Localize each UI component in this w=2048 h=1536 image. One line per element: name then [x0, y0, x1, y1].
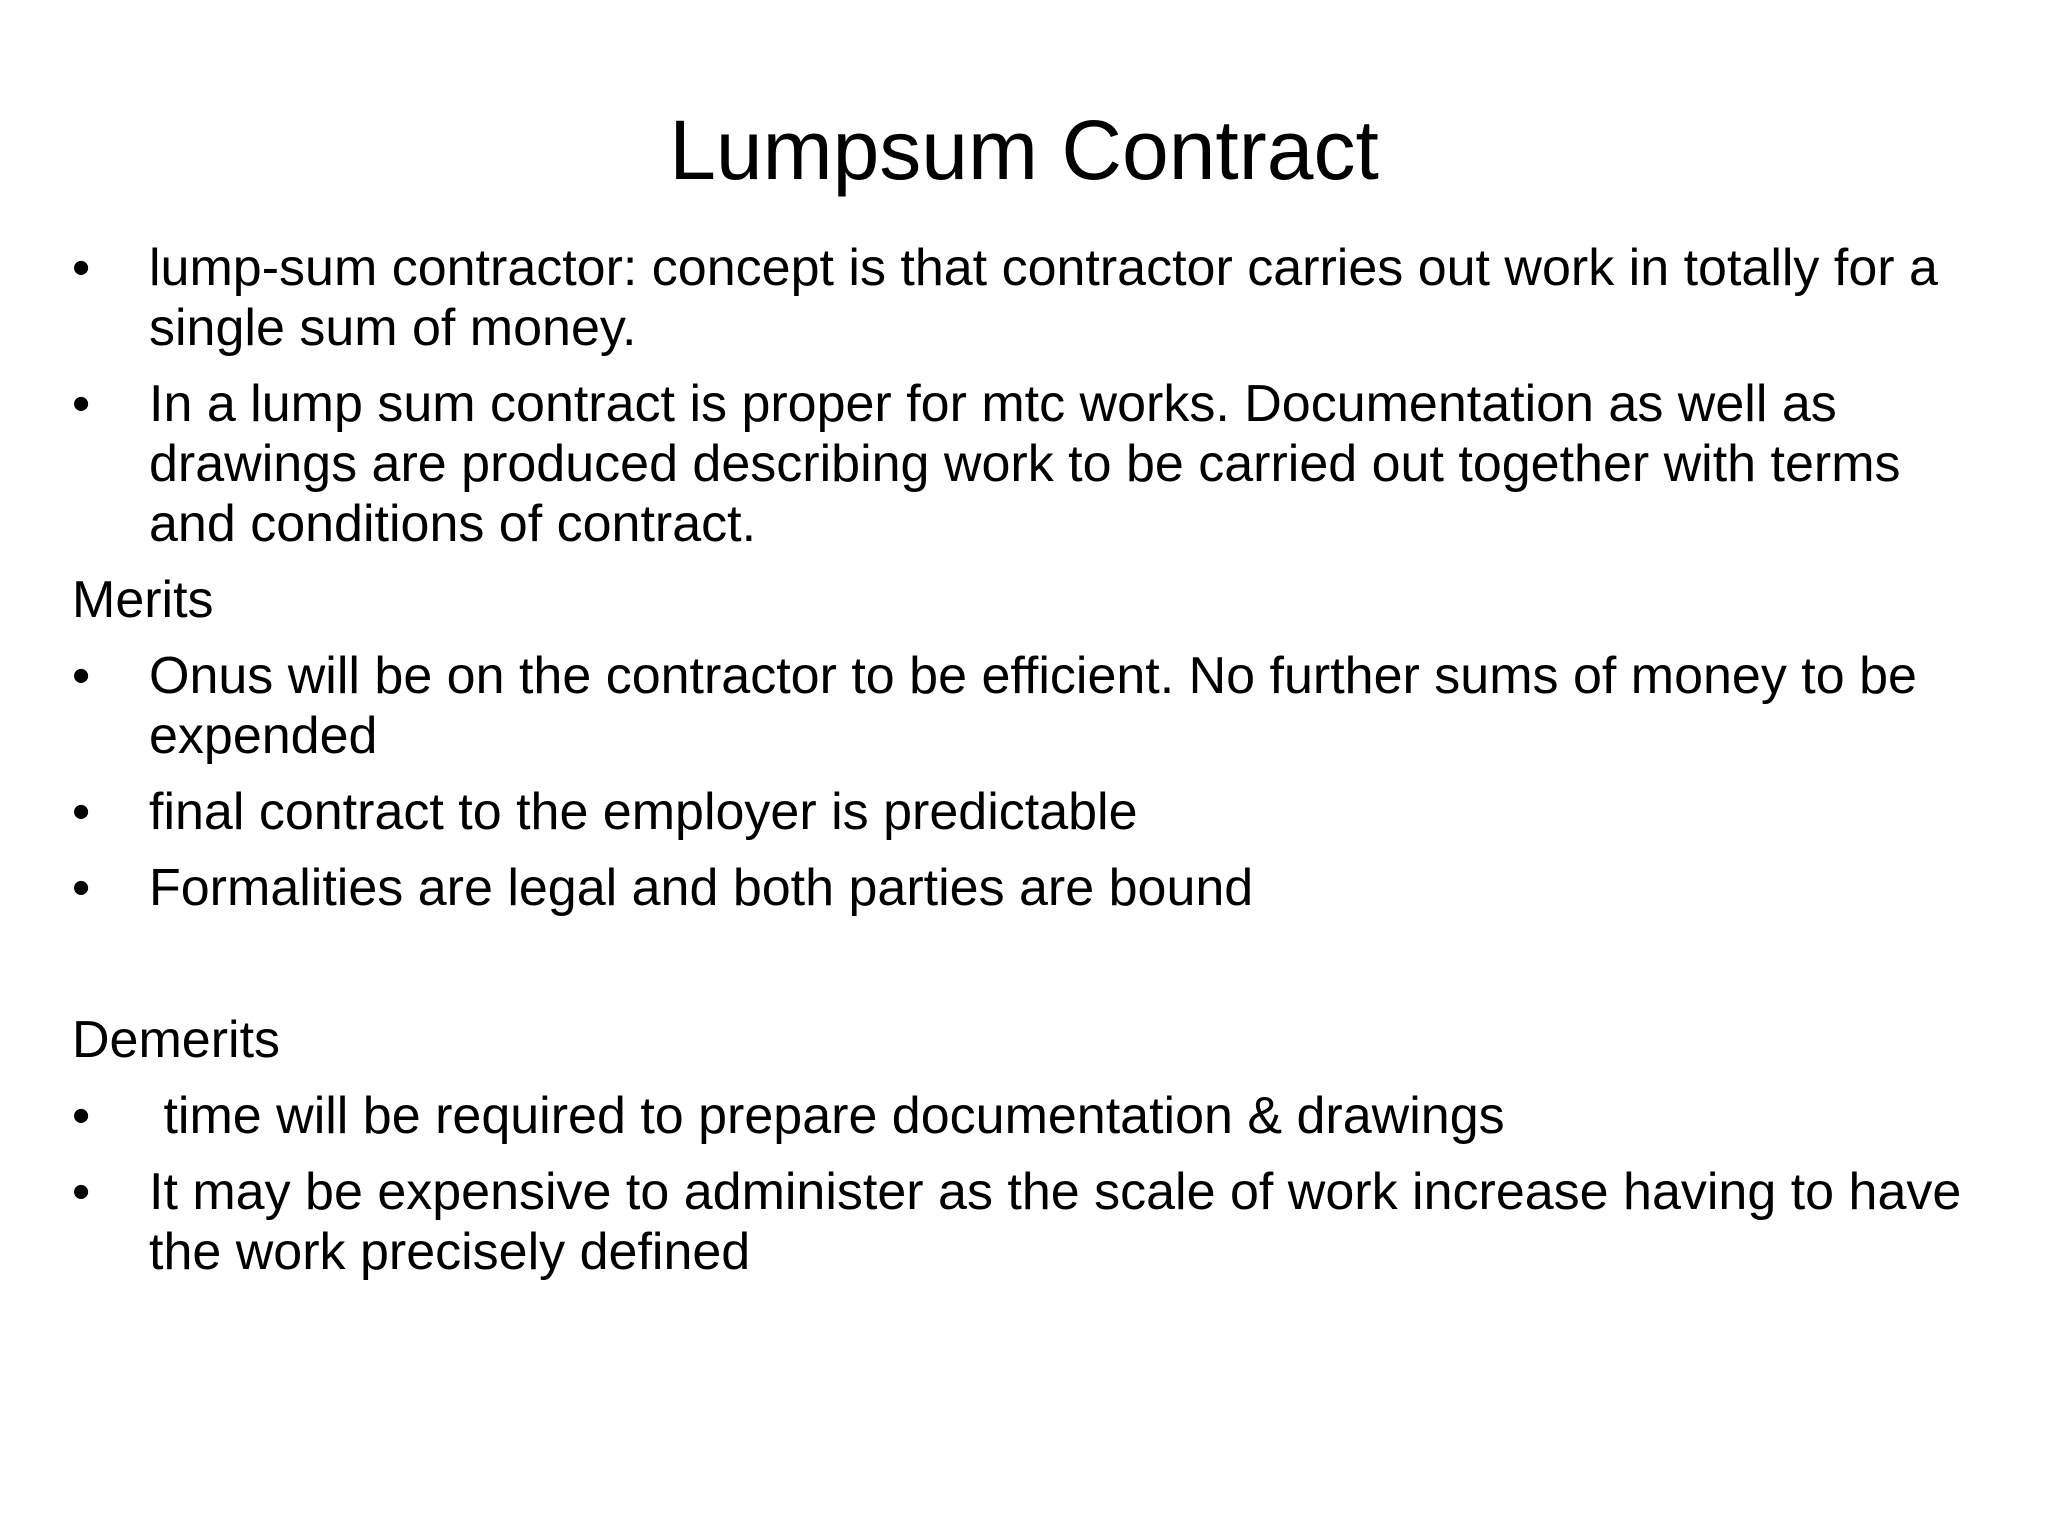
bullet-dot: • — [72, 1163, 91, 1221]
slide-title: Lumpsum Contract — [669, 103, 1379, 197]
merits-heading: Merits — [72, 571, 214, 629]
bullet-item — [72, 782, 1992, 842]
demerits-heading: Demerits — [72, 1011, 281, 1069]
bullet-text: time will be required to prepare documentation & drawings — [149, 1087, 1505, 1145]
bullet-item — [72, 1162, 1992, 1282]
bullet-dot: • — [72, 647, 91, 705]
bullet-item — [72, 1086, 1992, 1146]
section-spacer — [72, 934, 1992, 994]
bullet-dot: • — [72, 859, 91, 917]
bullet-item — [72, 646, 1992, 766]
slide-body — [72, 238, 1992, 1298]
bullet-dot: • — [72, 375, 91, 433]
bullet-item — [72, 238, 1992, 358]
bullet-text: It may be expensive to administer as the scale of work increase having to have the work precisely defined — [149, 1163, 1962, 1281]
bullet-text: lump-sum contractor: concept is that contractor carries out work in totally for a single sum of money. — [149, 239, 1938, 357]
bullet-dot: • — [72, 239, 91, 297]
bullet-item — [72, 858, 1992, 918]
bullet-text: Onus will be on the contractor to be efficient. No further sums of money to be expended — [149, 647, 1917, 765]
bullet-text: Formalities are legal and both parties are bound — [149, 859, 1254, 917]
bullet-text: final contract to the employer is predictable — [149, 783, 1138, 841]
bullet-dot: • — [72, 1087, 91, 1145]
bullet-dot: • — [72, 783, 91, 841]
bullet-text: In a lump sum contract is proper for mtc works. Documentation as well as drawings are produced describing work to be carried out together with terms and conditions of contract. — [149, 375, 1901, 553]
bullet-item — [72, 374, 1992, 554]
